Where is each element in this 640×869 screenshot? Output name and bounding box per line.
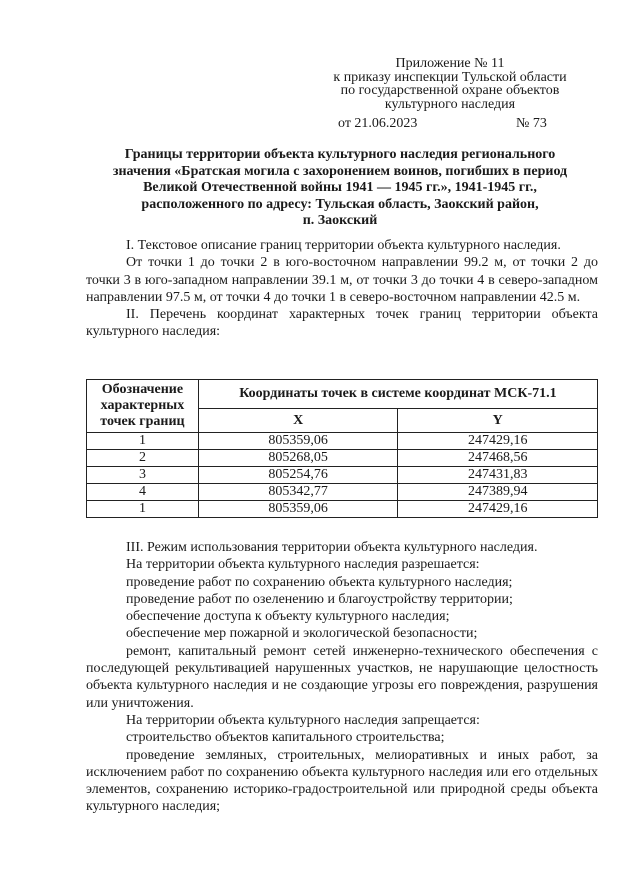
section-3-heading: III. Режим использования территории объекта культурного наследия. [126, 540, 538, 555]
document-title [70, 147, 610, 230]
y-coordinate: 247389,94 [398, 484, 598, 501]
allowed-intro: На территории объекта культурного наследия разрешается: [126, 557, 480, 573]
table-row [87, 467, 598, 484]
section-2-heading: II. Перечень координат характерных точек границ территории объекта культурного наследия: [86, 307, 598, 340]
title-line: п. Заокский [302, 213, 378, 228]
coordinate-system-header: Координаты точек в системе координат МСК-71.1 [198, 380, 597, 409]
coordinates-table [86, 379, 598, 518]
point-number: 1 [87, 433, 199, 450]
appendix-number: Приложение № 11 [395, 56, 505, 71]
table-row [87, 433, 598, 450]
y-coordinate: 247429,16 [398, 501, 598, 518]
x-column-header: X [198, 409, 398, 433]
allowed-item: обеспечение доступа к объекту культурного наследия; [126, 609, 450, 625]
title-line: расположенного по адресу: Тульская область, Заокский район, [141, 196, 539, 212]
y-coordinate: 247468,56 [398, 450, 598, 467]
table-row [87, 484, 598, 501]
title-line: значения «Братская могила с захоронением воинов, погибших в период [112, 163, 568, 179]
boundary-description: От точки 1 до точки 2 в юго-восточном направлении 99.2 м, от точки 2 до точки 3 в юго-западном направлении 39.1 м, от точки 3 до точки 4 в северо-западном направлении 97.5 м, от точки 4 до точки 1 в северо-восточном направлении 42.5 м. [86, 255, 598, 305]
x-coordinate: 805359,06 [198, 433, 398, 450]
point-number: 1 [87, 501, 199, 518]
x-coordinate: 805268,05 [198, 450, 398, 467]
x-coordinate: 805359,06 [198, 501, 398, 518]
point-number: 4 [87, 484, 199, 501]
order-number: № 73 [516, 116, 547, 131]
table-row [87, 450, 598, 467]
title-line: Границы территории объекта культурного наследия регионального [124, 147, 556, 162]
title-line: Великой Отечественной войны 1941 — 1945 гг.», 1941-1945 гг., [143, 180, 537, 195]
allowed-item: обеспечение мер пожарной и экологической безопасности; [126, 626, 478, 642]
x-coordinate: 805342,77 [198, 484, 398, 501]
point-number: 2 [87, 450, 199, 467]
order-date-line [300, 117, 600, 133]
allowed-item: проведение работ по озеленению и благоустройству территории; [126, 591, 513, 607]
y-column-header: Y [398, 409, 598, 433]
order-date: от 21.06.2023 [338, 116, 418, 131]
section-1 [86, 237, 598, 341]
point-designation-header: Обозначение характерных точек границ [87, 380, 199, 433]
forbidden-intro: На территории объекта культурного наследия запрещается: [126, 712, 480, 728]
forbidden-item: проведение земляных, строительных, мелиоративных и иных работ, за исключением работ по сохранению объекта культурного наследия или его отдельных элементов, сохранению историко-градостроительной или природной среды объекта культурного наследия; [86, 747, 598, 815]
point-number: 3 [87, 467, 199, 484]
appendix-authority: по государственной охране объектов [340, 83, 560, 98]
appendix-order-ref: к приказу инспекции Тульской области [333, 69, 567, 85]
appendix-authority-cont: культурного наследия [384, 96, 516, 112]
allowed-item: ремонт, капитальный ремонт сетей инженерно-технического обеспечения с последующей рекультивацией нарушенных участков, не нарушающие целостность объекта культурного наследия и не создающие угрозы его повреждения, разрушения или уничтожения. [86, 643, 598, 711]
table-row [87, 501, 598, 518]
x-coordinate: 805254,76 [198, 467, 398, 484]
appendix-header [300, 57, 600, 133]
y-coordinate: 247429,16 [398, 433, 598, 450]
section-1-heading: I. Текстовое описание границ территории объекта культурного наследия. [126, 238, 561, 253]
y-coordinate: 247431,83 [398, 467, 598, 484]
forbidden-item: строительство объектов капитального строительства; [126, 730, 445, 746]
section-3 [86, 539, 598, 816]
allowed-item: проведение работ по сохранению объекта культурного наследия; [126, 574, 513, 590]
